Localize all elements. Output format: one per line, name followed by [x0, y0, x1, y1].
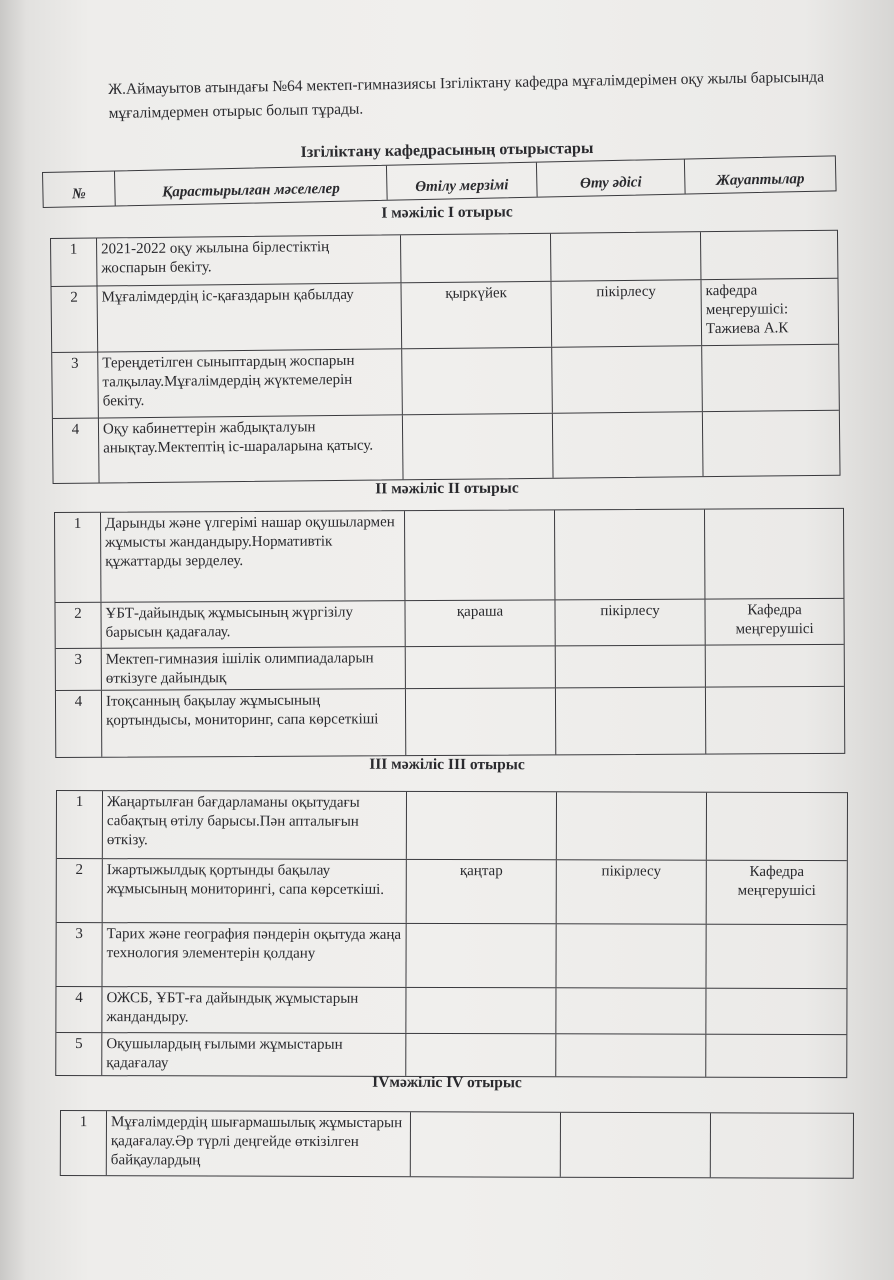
- session-2-heading: ІІ мәжіліс ІІ отырыс: [375, 479, 519, 498]
- table-row: [55, 509, 843, 603]
- session-4-heading: ІVмәжіліс ІV отырыс: [372, 1073, 522, 1092]
- row-number: 4: [56, 987, 102, 1032]
- session-responsible: Кафедра меңгерушісі: [735, 602, 814, 638]
- row-number: 3: [56, 649, 102, 690]
- row-topic: Дарынды және үлгерімі нашар оқушылармен жұмысты жандандыру.Нормативтік құжаттарды зерделеу.: [101, 511, 405, 602]
- row-number: 4: [56, 691, 102, 757]
- row-number: 2: [57, 859, 103, 922]
- header-topics: Қарастырылған мәселелер: [115, 166, 388, 206]
- table-row: [57, 859, 847, 925]
- table-row: [52, 345, 839, 419]
- table-row: [53, 411, 840, 483]
- row-number: 1: [55, 513, 101, 602]
- row-number: 3: [56, 923, 102, 986]
- table-row: [55, 599, 843, 649]
- row-number: 3: [52, 353, 99, 418]
- row-topic: ОЖСБ, ҰБТ-ға дайындық жұмыстарын жандандыру.: [102, 987, 406, 1033]
- session-method: пікірлесу: [551, 280, 702, 347]
- session-date: қаңтар: [407, 860, 557, 923]
- row-topic: Мұғалімдердің іс-қағаздарын қабылдау: [98, 283, 403, 351]
- session-date: қыркүйек: [401, 282, 552, 349]
- session-responsible: кафедра меңгерушісі: Тажиева А.К: [705, 282, 789, 338]
- header-method: Өту әдісі: [537, 160, 686, 197]
- table-row: [56, 687, 844, 757]
- row-topic: Оқушылардың ғылыми жұмыстарын қадағалау: [102, 1033, 406, 1076]
- header-date: Өтілу мерзімі: [387, 163, 538, 200]
- row-number: 2: [52, 287, 99, 352]
- session-3-table: [55, 790, 848, 1078]
- session-method: пікірлесу: [557, 860, 707, 923]
- row-topic: ҰБТ-дайындық жұмысының жүргізілу барысын қадағалау.: [101, 601, 405, 648]
- row-topic: Тарих және география пәндерін оқытуда жаңа технология элементерін қолдану: [102, 923, 406, 987]
- row-number: 1: [51, 239, 97, 286]
- table-row: [57, 791, 847, 861]
- session-1-table: [50, 230, 841, 484]
- intro-paragraph: Ж.Аймауытов атындағы №64 мектеп-гимназиясы Ізгіліктану кафедра мұғалімдерімен оқу жылы барысында мұғалімдермен отырыс болып тұрады.: [108, 68, 825, 122]
- row-number: 1: [57, 791, 103, 858]
- table-row: [51, 231, 837, 287]
- session-2-table: [54, 508, 845, 758]
- row-topic: Мектеп-гимназия ішілік олимпиадаларын өткізуге дайындық: [102, 647, 406, 690]
- session-3-heading: ІІІ мәжіліс ІІІ отырыс: [369, 755, 525, 774]
- row-topic: Оқу кабинеттерін жабдықталуын анықтау.Мектептің іс-шараларына қатысу.: [99, 415, 404, 482]
- row-number: 1: [61, 1111, 107, 1175]
- session-responsible: Кафедра меңгерушісі: [737, 863, 816, 899]
- row-number: 2: [55, 603, 101, 648]
- session-method: пікірлесу: [555, 600, 705, 646]
- session-date: қараша: [405, 600, 555, 646]
- session-1-heading: І мәжіліс І отырыс: [381, 203, 513, 222]
- table-row: [56, 987, 846, 1035]
- table-row: [52, 279, 839, 353]
- header-responsible: Жауаптылар: [715, 171, 805, 189]
- row-topic: Іжартыжылдық қортынды бақылау жұмысының мониторингі, сапа көрсеткіші.: [103, 859, 407, 923]
- table-row: [56, 1033, 846, 1077]
- row-number: 5: [56, 1033, 102, 1075]
- table-row: [56, 645, 844, 691]
- row-topic: Ітоқсанның бақылау жұмысының қортындысы, мониторинг, сапа көрсеткіші: [102, 689, 406, 757]
- document-title: Ізгіліктану кафедрасының отырыстары: [300, 139, 594, 162]
- row-number: 4: [53, 418, 100, 482]
- session-4-table: [60, 1110, 854, 1179]
- row-topic: Жаңартылған бағдарламаны оқытудағы сабақтың өтілу барысы.Пән апталығын өткізу.: [103, 791, 407, 859]
- header-number: №: [43, 171, 116, 207]
- table-row: [61, 1111, 853, 1178]
- row-topic: 2021-2022 оқу жылына бірлестіктің жоспарын бекіту.: [97, 235, 401, 285]
- row-topic: Тереңдетілген сыныптардың жоспарын талқылау.Мұғалімдердің жүктемелерін бекіту.: [98, 349, 403, 417]
- row-topic: Мұғалімдердің шығармашылық жұмыстарын қадағалау.Әр түрлі деңгейде өткізілген байқаулардың: [107, 1111, 411, 1176]
- table-row: [56, 923, 846, 989]
